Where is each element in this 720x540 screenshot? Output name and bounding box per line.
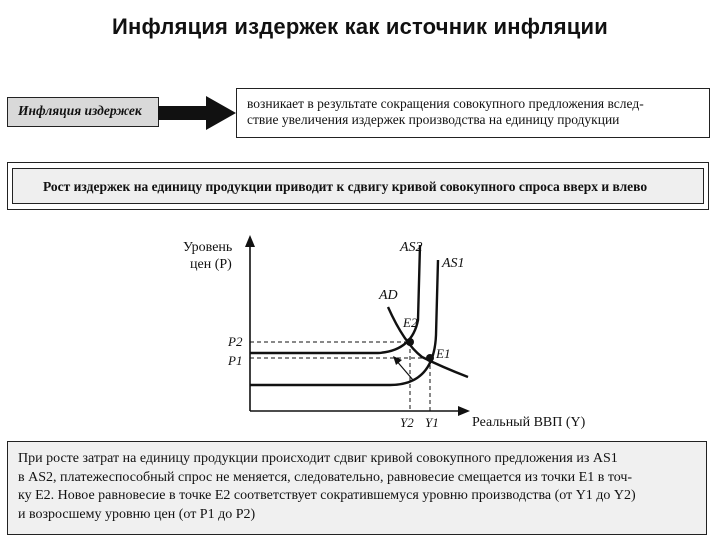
y2-tick-label: Y2 — [400, 415, 414, 430]
explanation-line-2: в AS2, платежеспособный спрос не меняется, следовательно, равновесие смещается из точки E1 в точ- — [18, 469, 633, 485]
page-title: Инфляция издержек как источник инфляции — [111, 14, 608, 39]
as2-label: AS2 — [400, 240, 423, 255]
definition-box — [236, 88, 710, 138]
point-e2 — [406, 338, 414, 346]
p2-tick-label: P2 — [228, 334, 243, 349]
banner-frame — [7, 162, 709, 210]
concept-label: Инфляция издержек — [18, 103, 142, 118]
definition-line-2: ствие увеличения издержек производства на единицу продукции — [247, 112, 620, 127]
shift-arrow-icon — [393, 356, 402, 365]
x-axis-label: Реальный ВВП (Y) — [472, 415, 586, 430]
e1-label: E1 — [436, 346, 451, 361]
banner-inner — [12, 168, 704, 204]
banner-text: Рост издержек на единицу продукции приводит к сдвигу кривой совокупного спроса вверх и влево — [43, 179, 648, 194]
explanation-line-4: и возросшему уровню цен (от P1 до P2) — [18, 506, 256, 522]
concept-label-box — [7, 97, 159, 127]
right-arrow-icon — [158, 93, 238, 133]
ad-label: AD — [379, 288, 398, 303]
point-e1 — [426, 354, 434, 362]
e2-label: E2 — [403, 315, 418, 330]
explanation-line-3: ку E2. Новое равновесие в точке E2 соответствует сократившемуся уровню производства (от Y1 до Y2) — [18, 488, 636, 503]
explanation-line-1: При росте затрат на единицу продукции происходит сдвиг кривой совокупного предложения из AS1 — [18, 451, 618, 466]
y-axis-arrow-icon — [245, 235, 255, 247]
x-axis-arrow-icon — [458, 406, 470, 416]
explanation-box — [7, 441, 707, 535]
y-axis-label-line-1: Уровень — [183, 240, 233, 255]
y1-tick-label: Y1 — [425, 415, 439, 430]
p1-tick-label: P1 — [228, 353, 243, 368]
y-axis-label-line-2: цен (P) — [190, 257, 232, 272]
as-ad-diagram — [150, 225, 620, 437]
definition-line-1: возникает в результате сокращения совокупного предложения вслед- — [247, 96, 644, 111]
as1-label: AS1 — [442, 256, 465, 271]
